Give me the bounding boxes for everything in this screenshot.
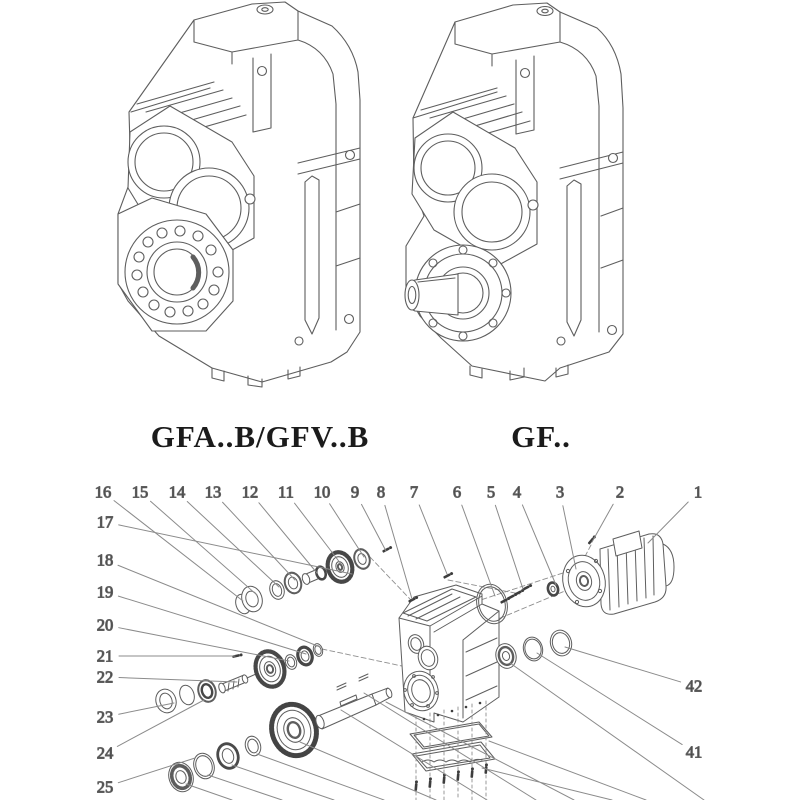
leader-line-7 [419, 505, 447, 574]
callout-number-23: 23 [96, 707, 114, 727]
callout-number-24: 24 [96, 743, 114, 763]
callout-number-21: 21 [96, 646, 114, 666]
callout-number-9: 9 [350, 482, 360, 502]
callout-number-20: 20 [96, 615, 114, 635]
gear-housing-part [399, 585, 499, 722]
input-shaft-assembly [233, 547, 372, 616]
leader-line-8 [385, 505, 412, 599]
callout-number-7: 7 [409, 482, 419, 502]
callout-layer [95, 483, 703, 797]
leader-line-16 [114, 501, 243, 601]
callout-number-12: 12 [241, 482, 259, 502]
callout-number-3: 3 [555, 482, 565, 502]
callout-number-42: 42 [685, 676, 703, 696]
leader-line-1 [648, 502, 688, 543]
callout-number-16: 16 [94, 482, 112, 502]
leader-line-9 [362, 504, 386, 551]
callout-number-11: 11 [278, 482, 294, 502]
leader-line-42 [565, 647, 681, 682]
leader-line-15 [151, 501, 257, 595]
figure-gfab-gfvb-label: GFA..B/GFV..B [150, 419, 370, 454]
callout-number-5: 5 [486, 482, 496, 502]
leader-line-5 [495, 505, 523, 589]
leader-line-41 [537, 653, 682, 745]
callout-number-8: 8 [376, 482, 386, 502]
callout-number-2: 2 [615, 482, 625, 502]
callout-number-15: 15 [131, 482, 149, 502]
callout-number-13: 13 [204, 482, 222, 502]
leader-line-6 [462, 505, 495, 596]
callout-number-41: 41 [685, 742, 703, 762]
callout-number-14: 14 [168, 482, 186, 502]
callout-number-10: 10 [313, 482, 331, 502]
output-bearing-and-rings [493, 628, 574, 671]
leader-line-12 [259, 503, 317, 573]
callout-number-1: 1 [693, 482, 703, 502]
callout-number-25: 25 [96, 777, 114, 797]
leader-line-10 [330, 504, 364, 557]
leader-line-3 [563, 506, 576, 569]
motor-part [557, 531, 674, 614]
callout-number-17: 17 [96, 512, 114, 532]
leader-line-22 [119, 678, 237, 682]
leader-line-19 [118, 596, 306, 654]
callout-number-19: 19 [96, 582, 114, 602]
flange-small-parts [472, 581, 559, 627]
exploded-view [95, 483, 704, 800]
callout-number-18: 18 [96, 550, 114, 570]
figure-gfab-gfvb-drawing [118, 2, 360, 387]
leader-line-2 [592, 504, 613, 542]
figure-gf-label: GF.. [511, 419, 571, 454]
callout-number-6: 6 [452, 482, 462, 502]
callout-number-22: 22 [96, 667, 114, 687]
figure-gf-drawing [405, 3, 623, 381]
leader-line-4 [522, 505, 556, 585]
callout-number-4: 4 [512, 482, 522, 502]
